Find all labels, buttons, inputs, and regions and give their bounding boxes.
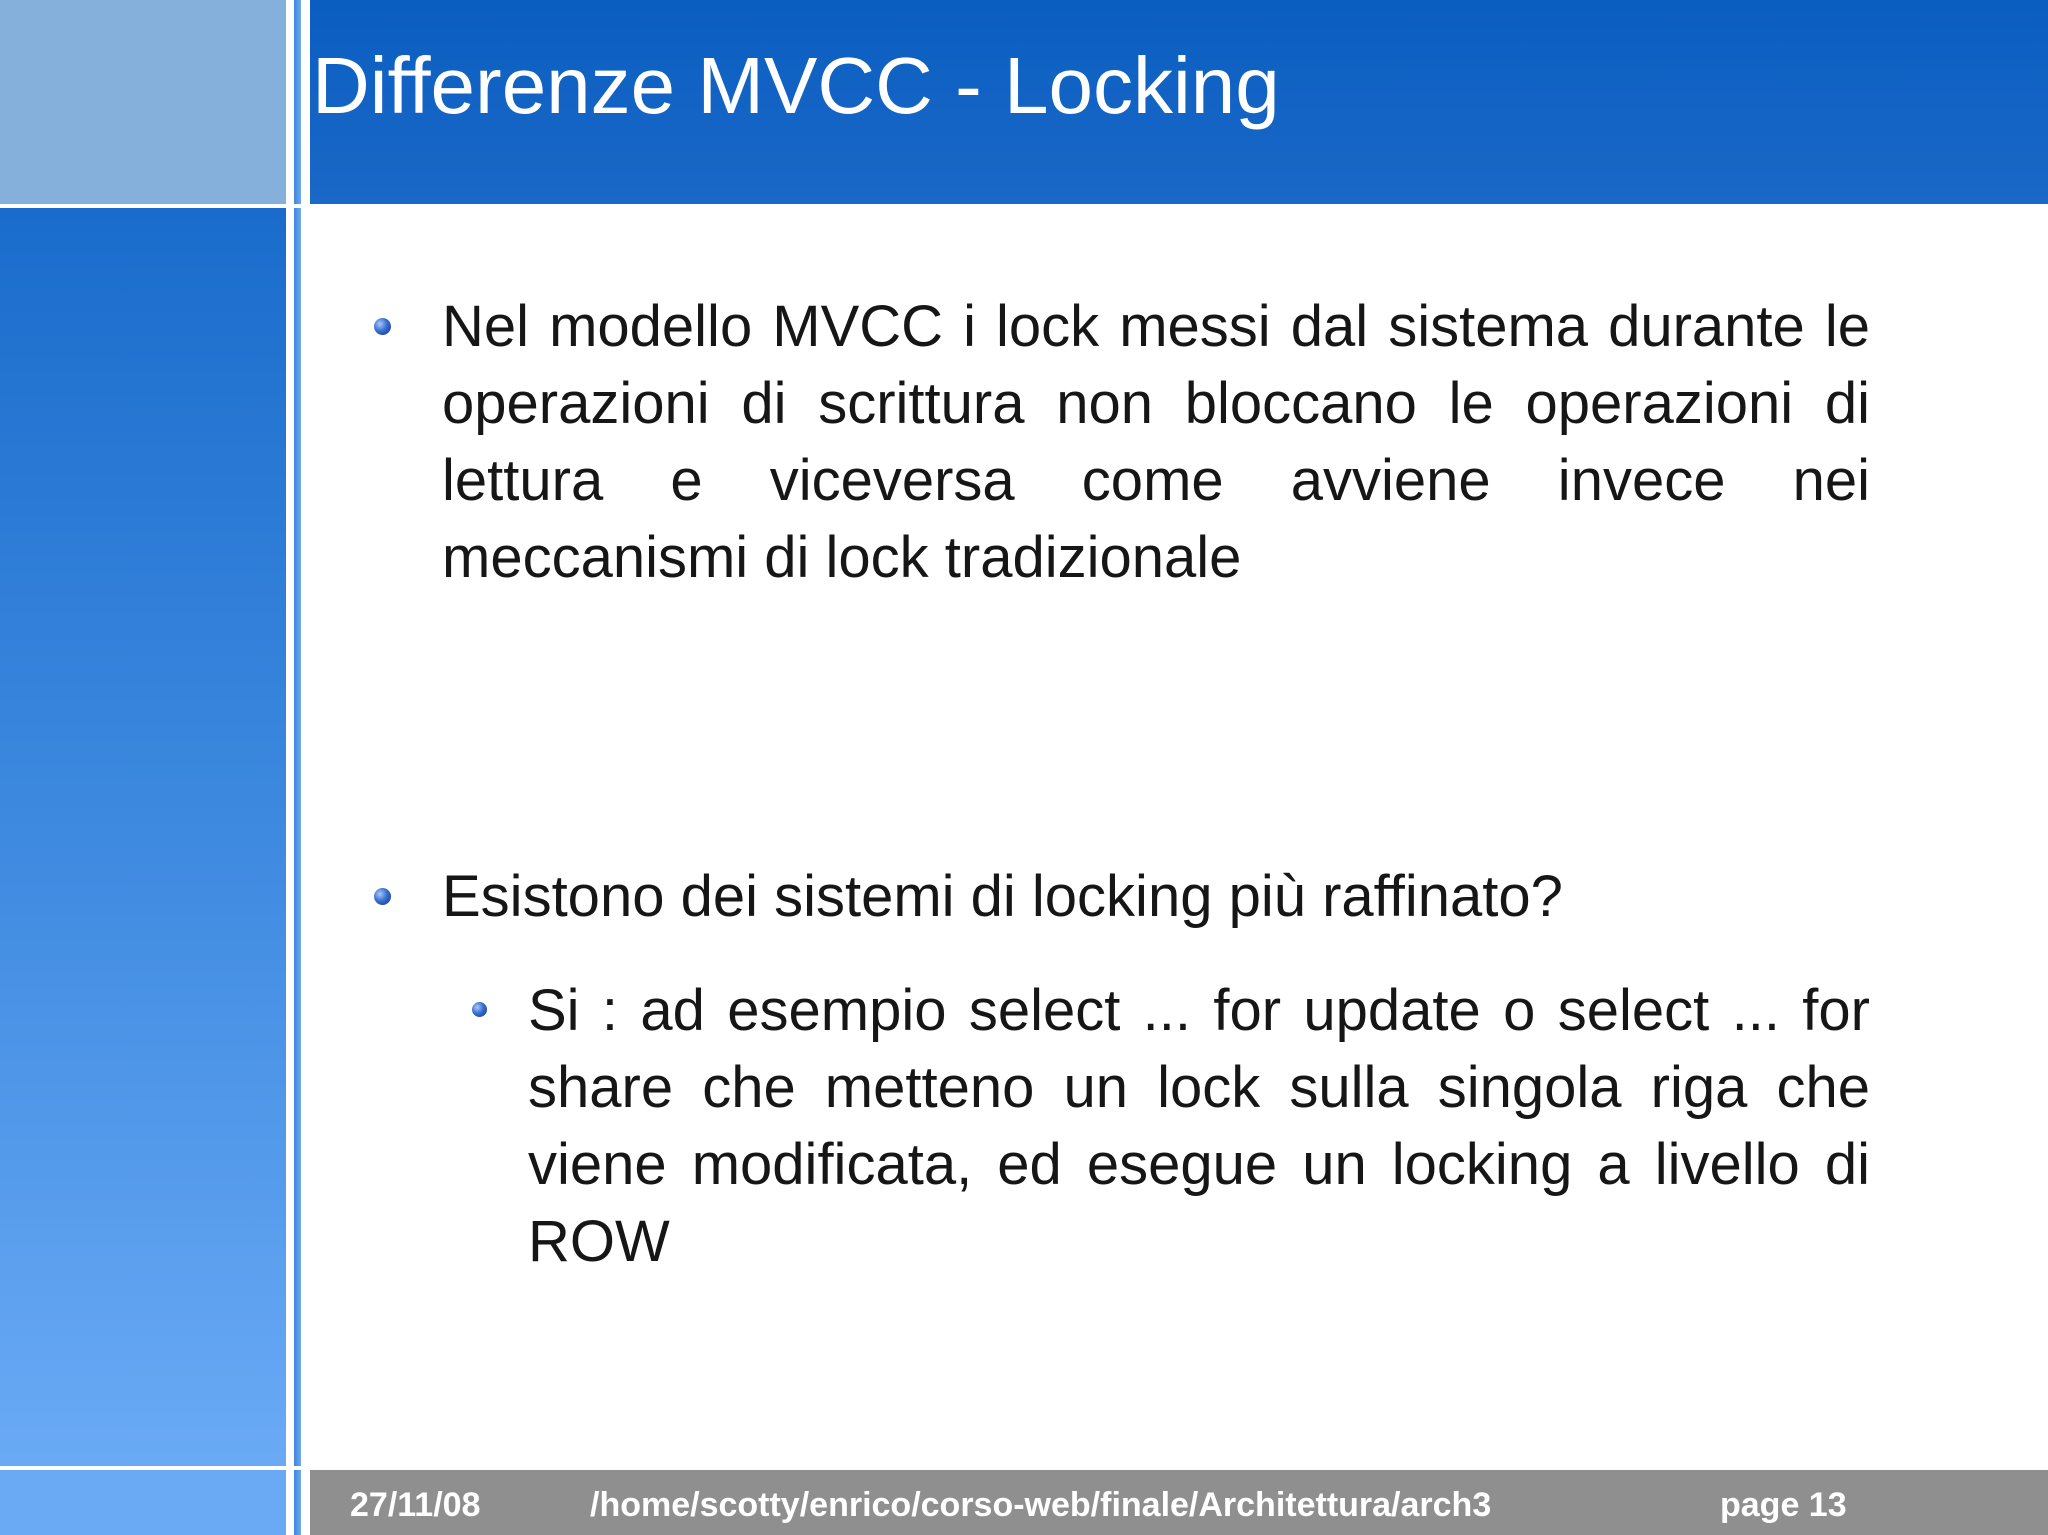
footer-date: 27/11/08: [350, 1486, 481, 1524]
sub-bullet-text: Si : ad esempio select ... for update o select ... for share che metteno un lock sulla singola riga che viene modificata, ed esegue un locking a livello di ROW: [528, 978, 1870, 1274]
footer-page-number: page 13: [1720, 1486, 1847, 1524]
sidebar-bottom-block: [0, 1470, 286, 1535]
sidebar-gradient-column: [0, 208, 286, 1466]
bullet-1-text: Nel modello MVCC i lock messi dal sistema durante le operazioni di scrittura non bloccano le operazioni di lettura e viceversa come avviene invece nei meccanismi di lock tradizionale: [442, 294, 1870, 590]
bullet-icon: [374, 318, 391, 335]
bullet-2-text: Esistono dei sistemi di locking più raffinato?: [442, 864, 1563, 929]
sidebar-top-block: [0, 0, 286, 204]
sub-bullet-icon: [472, 1002, 487, 1017]
footer-path: /home/scotty/enrico/corso-web/finale/Architettura/arch3: [590, 1486, 1492, 1524]
vertical-divider: [291, 0, 309, 1535]
slide-title: Differenze MVCC - Locking: [312, 41, 1280, 130]
bullet-icon: [374, 888, 391, 905]
